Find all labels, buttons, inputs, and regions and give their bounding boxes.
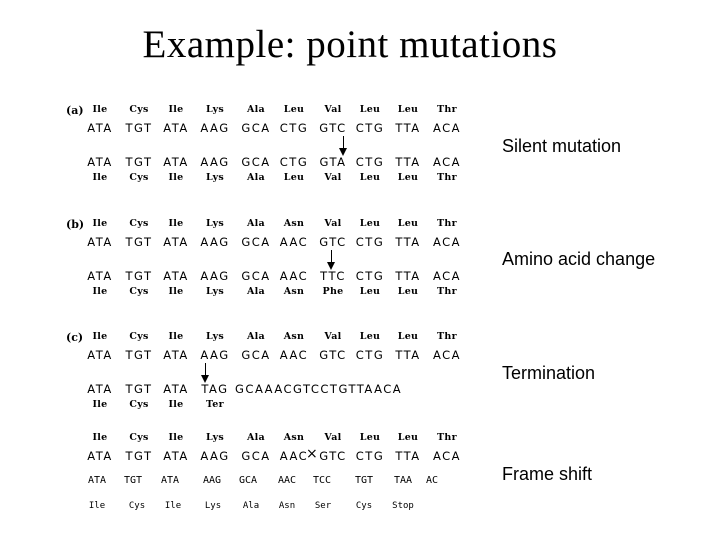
amino-acid-cell: Ala xyxy=(242,501,260,511)
panel-label-c: (c) xyxy=(66,331,84,344)
codon-cell: TGT xyxy=(125,155,153,169)
codon-cell: ACA xyxy=(432,121,462,135)
codon-cell: TTA xyxy=(395,155,421,169)
codon-cell: TTA xyxy=(395,235,421,249)
amino-acid-cell: Thr xyxy=(437,432,457,443)
amino-acid-cell: Cys xyxy=(128,501,146,511)
amino-acid-cell: Val xyxy=(324,104,342,115)
amino-acid-cell: Leu xyxy=(359,432,381,443)
codon-cell: GTC xyxy=(319,449,347,463)
codon-cell: TGT xyxy=(125,235,153,249)
amino-acid-cell: Val xyxy=(324,172,342,183)
amino-acid-cell: Asn xyxy=(283,331,305,342)
amino-acid-cell: Leu xyxy=(359,104,381,115)
slide-title: Example: point mutations xyxy=(142,23,558,66)
codon-cell: AAG xyxy=(200,269,230,283)
label-amino-acid-change: Amino acid change xyxy=(502,249,656,269)
amino-acid-cell: Ala xyxy=(246,218,266,229)
codon-cell: AAC xyxy=(279,235,309,249)
codon-cell: TAG xyxy=(201,382,229,396)
codon-cell: TTA xyxy=(395,121,421,135)
codon-cell: ATA xyxy=(163,382,189,396)
amino-acid-cell: Ile xyxy=(88,501,106,511)
amino-acid-cell: Asn xyxy=(278,501,296,511)
amino-acid-cell: Ser xyxy=(314,501,332,511)
amino-acid-cell: Leu xyxy=(397,286,419,297)
codon-cell: ATA xyxy=(163,449,189,463)
amino-acid-cell: Asn xyxy=(283,218,305,229)
amino-acid-cell: Ile xyxy=(92,432,108,443)
amino-acid-cell: Ile xyxy=(92,218,108,229)
amino-acid-cell: Lys xyxy=(205,172,225,183)
amino-acid-cell: Ile xyxy=(168,399,184,410)
amino-acid-cell: Ala xyxy=(246,331,266,342)
amino-acid-cell: Ile xyxy=(168,104,184,115)
amino-acid-cell: Leu xyxy=(397,432,419,443)
codon-cell: TAA xyxy=(393,475,413,486)
amino-acid-cell: Asn xyxy=(283,432,305,443)
label-silent-mutation: Silent mutation xyxy=(502,136,622,156)
codon-cell: GCA xyxy=(238,475,258,486)
codon-cell: TCC xyxy=(312,475,332,486)
codon-cell: GCA xyxy=(241,155,271,169)
amino-acid-cell: Thr xyxy=(437,104,457,115)
codon-cell: GCA xyxy=(241,121,271,135)
amino-acid-cell: Lys xyxy=(205,218,225,229)
amino-acid-cell: Ile xyxy=(92,172,108,183)
codon-cell: ATA xyxy=(87,348,113,362)
codon-cell: AAC xyxy=(279,269,309,283)
codon-cell: ATA xyxy=(160,475,180,486)
codon-cell: ACA xyxy=(432,269,462,283)
codon-cell: CTG xyxy=(279,155,309,169)
amino-acid-cell: Ile xyxy=(92,286,108,297)
codon-cell: AC xyxy=(425,475,439,486)
codon-cell: CTG xyxy=(279,121,309,135)
label-termination: Termination xyxy=(502,363,596,383)
codon-cell: ACA xyxy=(432,155,462,169)
amino-acid-cell: Cys xyxy=(355,501,373,511)
amino-acid-cell: Cys xyxy=(129,331,149,342)
codon-cell: ACA xyxy=(432,348,462,362)
amino-acid-cell: Leu xyxy=(397,331,419,342)
codon-cell: GTC xyxy=(319,121,347,135)
panel-label-b: (b) xyxy=(66,218,85,231)
amino-acid-cell: Ile xyxy=(168,286,184,297)
amino-acid-cell: Ala xyxy=(246,432,266,443)
codon-cell: TTA xyxy=(395,348,421,362)
codon-cell: ATA xyxy=(87,382,113,396)
codon-cell: ATA xyxy=(163,235,189,249)
codon-cell: ATA xyxy=(87,235,113,249)
codon-cell: ATA xyxy=(163,348,189,362)
amino-acid-cell: Lys xyxy=(205,432,225,443)
codon-cell: AAC xyxy=(279,348,309,362)
amino-acid-cell: Ile xyxy=(164,501,182,511)
amino-acid-cell: Ile xyxy=(92,104,108,115)
codon-cell: ACA xyxy=(432,449,462,463)
codon-cell: TGT xyxy=(125,449,153,463)
codon-cell: GCA xyxy=(241,235,271,249)
codon-cell: AAG xyxy=(200,348,230,362)
codon-cell: ATA xyxy=(87,155,113,169)
amino-acid-cell: Ile xyxy=(92,331,108,342)
amino-acid-cell: Leu xyxy=(397,218,419,229)
codon-cell: TGT xyxy=(125,382,153,396)
amino-acid-cell: Ile xyxy=(168,432,184,443)
amino-acid-cell: Leu xyxy=(397,172,419,183)
codon-cell: AAG xyxy=(200,235,230,249)
codon-cell: CTG xyxy=(355,348,385,362)
codon-cell: GCA xyxy=(241,269,271,283)
amino-acid-cell: Thr xyxy=(437,218,457,229)
codon-cell: GTA xyxy=(319,155,347,169)
codon-cell: GTC xyxy=(319,348,347,362)
codon-cell: ATA xyxy=(163,155,189,169)
codon-cell: TTA xyxy=(395,449,421,463)
amino-acid-cell: Phe xyxy=(322,286,344,297)
codon-cell: ATA xyxy=(163,121,189,135)
codon-cell: AAG xyxy=(200,449,230,463)
amino-acid-cell: Ile xyxy=(92,399,108,410)
amino-acid-cell: Ter xyxy=(206,399,224,410)
amino-acid-cell: Leu xyxy=(283,172,305,183)
amino-acid-cell: Ile xyxy=(168,172,184,183)
codon-cell: GCA xyxy=(241,348,271,362)
codon-cell: AAG xyxy=(200,121,230,135)
codon-cell: ATA xyxy=(87,269,113,283)
amino-acid-cell: Leu xyxy=(359,218,381,229)
codon-cell: TGT xyxy=(125,269,153,283)
amino-acid-cell: Val xyxy=(324,331,342,342)
amino-acid-cell: Val xyxy=(324,432,342,443)
amino-acid-cell: Stop xyxy=(392,501,414,511)
codon-cell: ATA xyxy=(87,475,107,486)
amino-acid-cell: Asn xyxy=(283,286,305,297)
codon-cell: CTG xyxy=(355,235,385,249)
codon-cell: TGT xyxy=(125,348,153,362)
amino-acid-cell: Lys xyxy=(205,104,225,115)
codon-cell: CTG xyxy=(355,121,385,135)
codon-cell: TGT xyxy=(125,121,153,135)
panel-label-a: (a) xyxy=(66,104,84,117)
codon-cell: CTG xyxy=(355,449,385,463)
frameless-sequence: GCAAACGTCCTGTTAACA xyxy=(235,382,403,396)
amino-acid-cell: Ala xyxy=(246,286,266,297)
amino-acid-cell: Ala xyxy=(246,172,266,183)
codon-cell: TTA xyxy=(395,269,421,283)
codon-cell: TTC xyxy=(320,269,346,283)
codon-cell: GTC xyxy=(319,235,347,249)
codon-cell: CTG xyxy=(355,269,385,283)
codon-cell: AAC xyxy=(277,475,297,486)
amino-acid-cell: Cys xyxy=(129,399,149,410)
amino-acid-cell: Cys xyxy=(129,104,149,115)
amino-acid-cell: Lys xyxy=(205,286,225,297)
codon-cell: ACA xyxy=(432,235,462,249)
amino-acid-cell: Cys xyxy=(129,432,149,443)
label-frame-shift: Frame shift xyxy=(502,464,593,484)
amino-acid-cell: Cys xyxy=(129,218,149,229)
amino-acid-cell: Leu xyxy=(359,172,381,183)
amino-acid-cell: Ala xyxy=(246,104,266,115)
codon-cell: ATA xyxy=(87,121,113,135)
codon-cell: TGT xyxy=(123,475,143,486)
amino-acid-cell: Leu xyxy=(359,286,381,297)
amino-acid-cell: Leu xyxy=(359,331,381,342)
amino-acid-cell: Lys xyxy=(204,501,222,511)
amino-acid-cell: Leu xyxy=(397,104,419,115)
codon-cell: ATA xyxy=(87,449,113,463)
amino-acid-cell: Thr xyxy=(437,331,457,342)
codon-cell: AAC xyxy=(279,449,309,463)
amino-acid-cell: Ile xyxy=(168,331,184,342)
codon-cell: TGT xyxy=(354,475,374,486)
amino-acid-cell: Cys xyxy=(129,172,149,183)
codon-cell: GCA xyxy=(241,449,271,463)
amino-acid-cell: Thr xyxy=(437,172,457,183)
amino-acid-cell: Val xyxy=(324,218,342,229)
deletion-mark-icon: × xyxy=(306,446,318,462)
codon-cell: ATA xyxy=(163,269,189,283)
amino-acid-cell: Cys xyxy=(129,286,149,297)
amino-acid-cell: Leu xyxy=(283,104,305,115)
amino-acid-cell: Ile xyxy=(168,218,184,229)
codon-cell: AAG xyxy=(202,475,222,486)
codon-cell: AAG xyxy=(200,155,230,169)
amino-acid-cell: Thr xyxy=(437,286,457,297)
codon-cell: CTG xyxy=(355,155,385,169)
amino-acid-cell: Lys xyxy=(205,331,225,342)
